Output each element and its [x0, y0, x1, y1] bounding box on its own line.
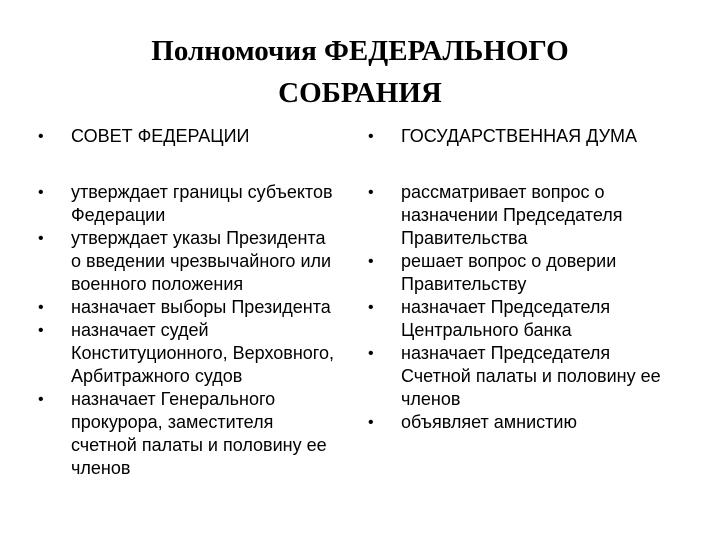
federation-council-header-label: СОВЕТ ФЕДЕРАЦИИ [71, 126, 250, 146]
bullet-icon: • [38, 128, 44, 145]
state-duma-powers-list [368, 181, 673, 434]
list-item-text: объявляет амнистию [401, 412, 577, 432]
bullet-icon: • [38, 230, 44, 247]
list-item [38, 227, 338, 296]
list-item-text: рассматривает вопрос о назначении Председателя Правительства [401, 182, 623, 248]
bullet-icon: • [368, 299, 374, 316]
list-item [368, 250, 673, 296]
list-item [38, 388, 338, 480]
list-item [38, 296, 338, 319]
bullet-icon: • [38, 184, 44, 201]
bullet-icon: • [368, 253, 374, 270]
bullet-icon: • [368, 345, 374, 362]
list-item-text: утверждает границы субъектов Федерации [71, 182, 333, 225]
bullet-icon: • [38, 322, 44, 339]
state-duma-header-label: ГОСУДАРСТВЕННАЯ ДУМА [401, 126, 638, 146]
slide-title [0, 30, 720, 114]
state-duma-header [368, 125, 673, 148]
slide-title-line-2: СОБРАНИЯ [278, 77, 442, 109]
list-item-text: назначает Генерального прокурора, заместителя счетной палаты и половину ее членов [71, 389, 327, 478]
bullet-icon: • [38, 391, 44, 408]
list-item [368, 342, 673, 411]
list-item [368, 296, 673, 342]
list-item [38, 319, 338, 388]
list-item-text: назначает выборы Президента [71, 297, 331, 317]
federation-council-column [38, 125, 338, 480]
list-item-text: назначает судей Конституционного, Верховного, Арбитражного судов [71, 320, 334, 386]
list-item-text: назначает Председателя Счетной палаты и половину ее членов [401, 343, 661, 409]
list-item-text: назначает Председателя Центрального банка [401, 297, 611, 340]
federation-council-header [38, 125, 338, 148]
list-item [38, 181, 338, 227]
federation-council-powers-list [38, 181, 338, 480]
state-duma-column [368, 125, 673, 434]
list-item [368, 411, 673, 434]
list-item [368, 181, 673, 250]
bullet-icon: • [38, 299, 44, 316]
list-item-text: решает вопрос о доверии Правительству [401, 251, 617, 294]
bullet-icon: • [368, 184, 374, 201]
bullet-icon: • [368, 128, 374, 145]
slide-title-line-1: Полномочия ФЕДЕРАЛЬНОГО [151, 35, 569, 67]
bullet-icon: • [368, 414, 374, 431]
list-item-text: утверждает указы Президента о введении чрезвычайного или военного положения [71, 228, 332, 294]
